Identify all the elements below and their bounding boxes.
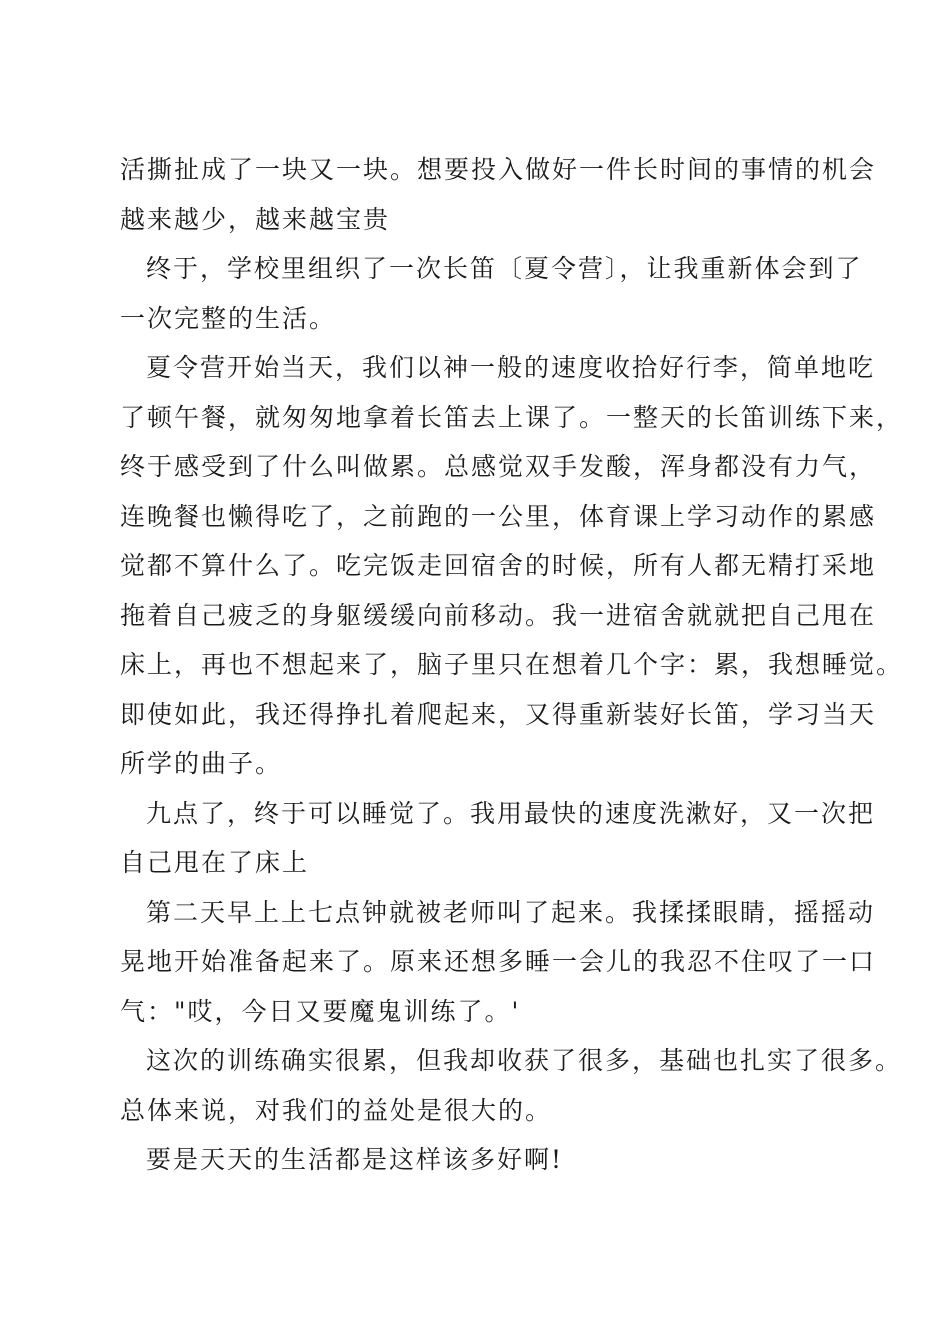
text-line: 活撕扯成了一块又一块。想要投入做好一件长时间的事情的机会	[120, 155, 877, 184]
text-line: 所学的曲子。	[120, 749, 283, 778]
text-line: 要是天天的生活都是这样该多好啊!	[146, 1145, 564, 1174]
text-line: 终于，学校里组织了一次长笛〔夏令营〕，让我重新体会到了	[146, 254, 863, 283]
text-line: 觉都不算什么了。吃完饭走回宿舍的时候，所有人都无精打采地	[120, 551, 877, 580]
text-line: 越来越少，越来越宝贵	[120, 204, 391, 234]
text-line: 九点了，终于可以睡觉了。我用最快的速度洗漱好，又一次把	[146, 798, 876, 828]
text-line: 晃地开始准备起来了。原来还想多睡一会儿的我忍不住叹了一口	[120, 947, 877, 976]
text-line: 了顿午餐，就匆匆地拿着长笛去上课了。一整天的长笛训练下来，	[120, 402, 904, 432]
body-text	[120, 145, 904, 1185]
text-line: 终于感受到了什么叫做累。总感觉双手发酸，浑身都没有力气，	[120, 452, 877, 481]
text-line: 总体来说，对我们的益处是很大的。	[120, 1095, 553, 1125]
text-line: 气："哎，今日又要魔鬼训练了。'	[120, 996, 521, 1026]
text-line: 第二天早上上七点钟就被老师叫了起来。我揉揉眼睛，摇摇动	[146, 897, 876, 927]
text-line: 连晚餐也懒得吃了，之前跑的一公里，体育课上学习动作的累感	[120, 501, 877, 531]
text-line: 拖着自己疲乏的身躯缓缓向前移动。我一进宿舍就就把自己甩在	[120, 600, 877, 630]
text-line: 即使如此，我还得挣扎着爬起来，又得重新装好长笛，学习当天	[120, 699, 877, 729]
text-line: 一次完整的生活。	[120, 303, 337, 333]
text-line: 这次的训练确实很累，但我却收获了很多，基础也扎实了很多。	[146, 1046, 903, 1075]
text-line: 床上，再也不想起来了，脑子里只在想着几个字：累，我想睡觉。	[120, 650, 904, 679]
text-line: 夏令营开始当天，我们以神一般的速度收拾好行李，简单地吃	[146, 353, 876, 382]
text-line: 自己甩在了床上	[120, 848, 310, 877]
